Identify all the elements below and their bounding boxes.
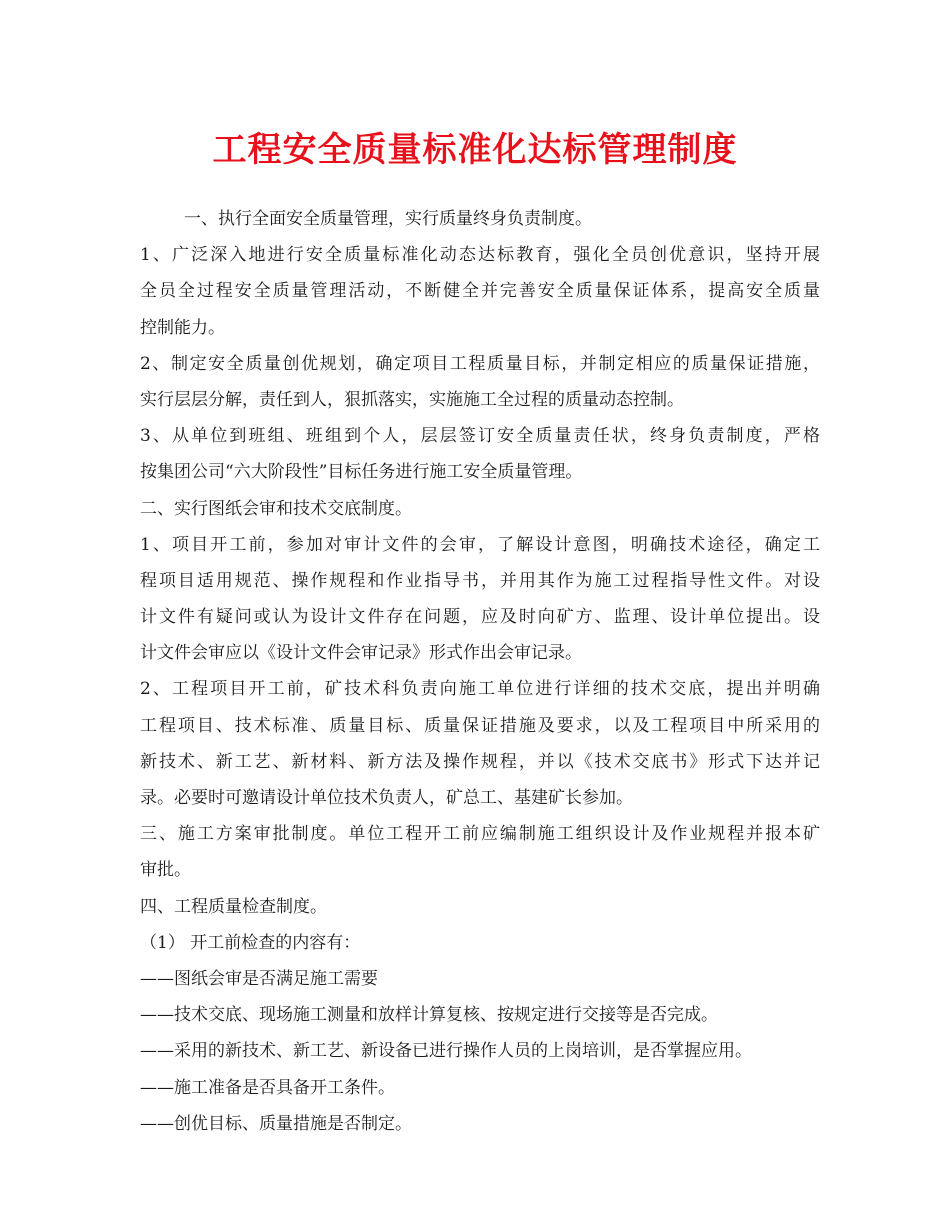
paragraph-line: 全员全过程安全质量管理活动，不断健全并完善安全质量保证体系，提高安全质量 <box>140 281 820 302</box>
list-item: ——施工准备是否具备开工条件。 <box>140 1077 395 1098</box>
paragraph-line: 实行层层分解，责任到人，狠抓落实，实施施工全过程的质量动态控制。 <box>140 389 684 410</box>
document-body <box>140 201 820 1142</box>
paragraph-line: 工程项目、技术标准、质量目标、质量保证措施及要求，以及工程项目中所采用的 <box>140 715 820 736</box>
paragraph-line: 控制能力。 <box>140 317 225 338</box>
section-heading-4: 四、工程质量检查制度。 <box>140 896 327 917</box>
section-heading-2: 二、实行图纸会审和技术交底制度。 <box>140 498 412 519</box>
document-title: 工程安全质量标准化达标管理制度 <box>212 130 738 170</box>
paragraph-line: 计文件会审应以《设计文件会审记录》形式作出会审记录。 <box>140 643 582 664</box>
paragraph-line: 新技术、新工艺、新材料、新方法及操作规程，并以《技术交底书》形式下达并记 <box>140 751 820 772</box>
paragraph-line: 录。必要时可邀请设计单位技术负责人，矿总工、基建矿长参加。 <box>140 788 633 808</box>
subsection-heading: （1） 开工前检查的内容有： <box>140 932 361 953</box>
paragraph-line: 审批。 <box>140 860 191 881</box>
paragraph-line: 程项目适用规范、操作规程和作业指导书，并用其作为施工过程指导性文件。对设 <box>140 570 820 591</box>
list-item: ——采用的新技术、新工艺、新设备已进行操作人员的上岗培训，是否掌握应用。 <box>140 1041 752 1062</box>
paragraph-line: 1、项目开工前，参加对审计文件的会审，了解设计意图，明确技术途径，确定工 <box>140 534 820 555</box>
list-item: ——技术交底、现场施工测量和放样计算复核、按规定进行交接等是否完成。 <box>140 1005 718 1026</box>
paragraph-line: 3、从单位到班组、班组到个人，层层签订安全质量责任状，终身负责制度，严格 <box>140 426 820 447</box>
list-item: ——创优目标、质量措施是否制定。 <box>140 1113 412 1134</box>
paragraph-line: 计文件有疑问或认为设计文件存在问题，应及时向矿方、监理、设计单位提出。设 <box>140 607 820 628</box>
list-item: ——图纸会审是否满足施工需要 <box>140 968 378 989</box>
paragraph-line: 按集团公司“六大阶段性”目标任务进行施工安全质量管理。 <box>140 462 583 483</box>
section-heading-3: 三、施工方案审批制度。单位工程开工前应编制施工组织设计及作业规程并报本矿 <box>140 824 820 845</box>
paragraph-line: 2、工程项目开工前，矿技术科负责向施工单位进行详细的技术交底，提出并明确 <box>140 679 820 700</box>
section-heading-1: 一、执行全面安全质量管理，实行质量终身负责制度。 <box>184 209 592 229</box>
paragraph-line: 1、广泛深入地进行安全质量标准化动态达标教育，强化全员创优意识，坚持开展 <box>140 245 820 266</box>
paragraph-line: 2、制定安全质量创优规划，确定项目工程质量目标，并制定相应的质量保证措施， <box>140 353 820 374</box>
